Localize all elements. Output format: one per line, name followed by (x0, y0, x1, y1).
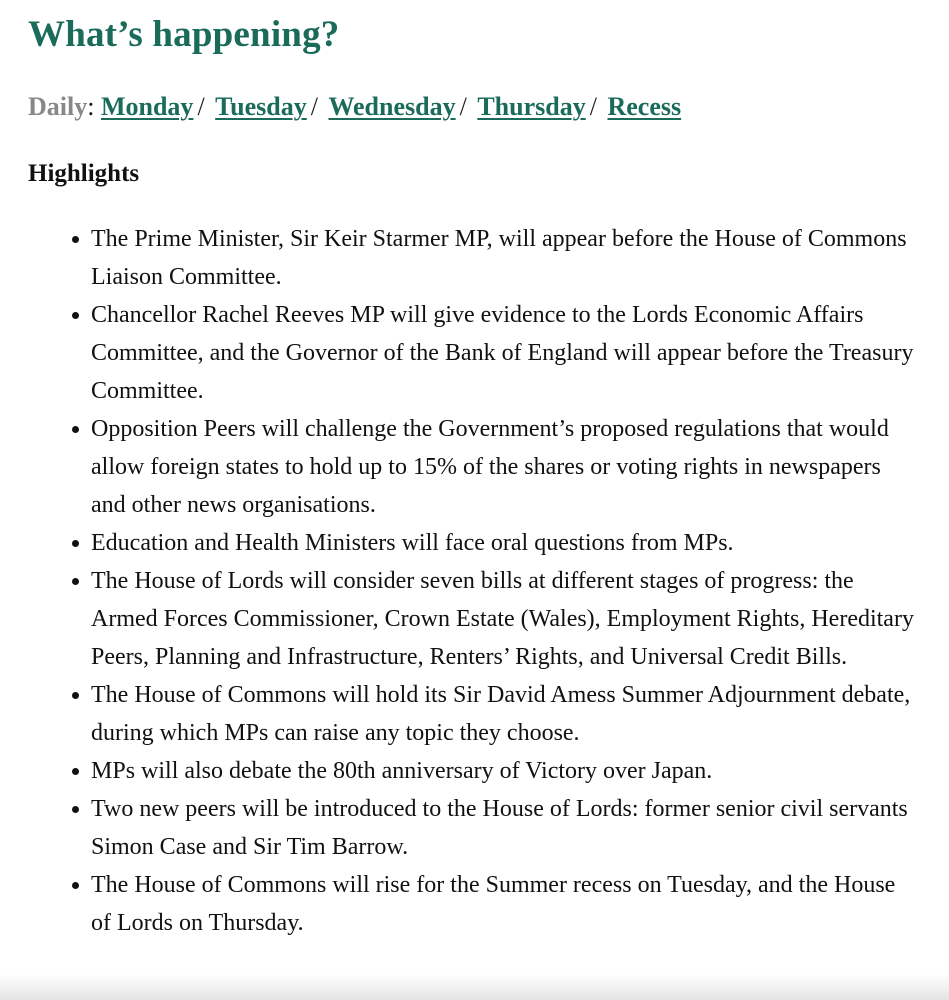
daily-link-monday[interactable]: Monday (100, 92, 194, 121)
daily-label: Daily (28, 92, 88, 121)
list-item: Chancellor Rachel Reeves MP will give evidence to the Lords Economic Affairs Committee, and the Governor of the Bank of England will appear before the Treasury Committee. (91, 296, 921, 410)
list-item: The House of Commons will hold its Sir David Amess Summer Adjournment debate, during which MPs can raise any topic they choose. (91, 676, 921, 752)
highlights-heading: Highlights (28, 160, 140, 187)
highlights-list (28, 220, 921, 942)
daily-link-recess[interactable]: Recess (607, 92, 682, 121)
list-item: The Prime Minister, Sir Keir Starmer MP, will appear before the House of Commons Liaison Committee. (91, 220, 921, 296)
bottom-fade (0, 974, 949, 1000)
list-item: The House of Commons will rise for the Summer recess on Tuesday, and the House of Lords on Thursday. (91, 866, 921, 942)
daily-link-wednesday[interactable]: Wednesday (328, 92, 456, 121)
list-item: The House of Lords will consider seven bills at different stages of progress: the Armed Forces Commissioner, Crown Estate (Wales), Employment Rights, Hereditary Peers, Planning and Infrastructure, Renters’ Rights, and Universal Credit Bills. (91, 562, 921, 676)
list-item: Education and Health Ministers will face oral questions from MPs. (91, 524, 921, 562)
list-item: Two new peers will be introduced to the House of Lords: former senior civil servants Simon Case and Sir Tim Barrow. (91, 790, 921, 866)
list-item: Opposition Peers will challenge the Government’s proposed regulations that would allow foreign states to hold up to 15% of the shares or voting rights in newspapers and other news organisations. (91, 410, 921, 524)
page-title: What’s happening? (28, 14, 340, 55)
daily-nav: Daily: Monday / Tuesday / Wednesday / Thursday / Recess (28, 92, 682, 121)
list-item: MPs will also debate the 80th anniversary of Victory over Japan. (91, 752, 921, 790)
daily-link-tuesday[interactable]: Tuesday (215, 92, 307, 121)
daily-link-thursday[interactable]: Thursday (477, 92, 586, 121)
